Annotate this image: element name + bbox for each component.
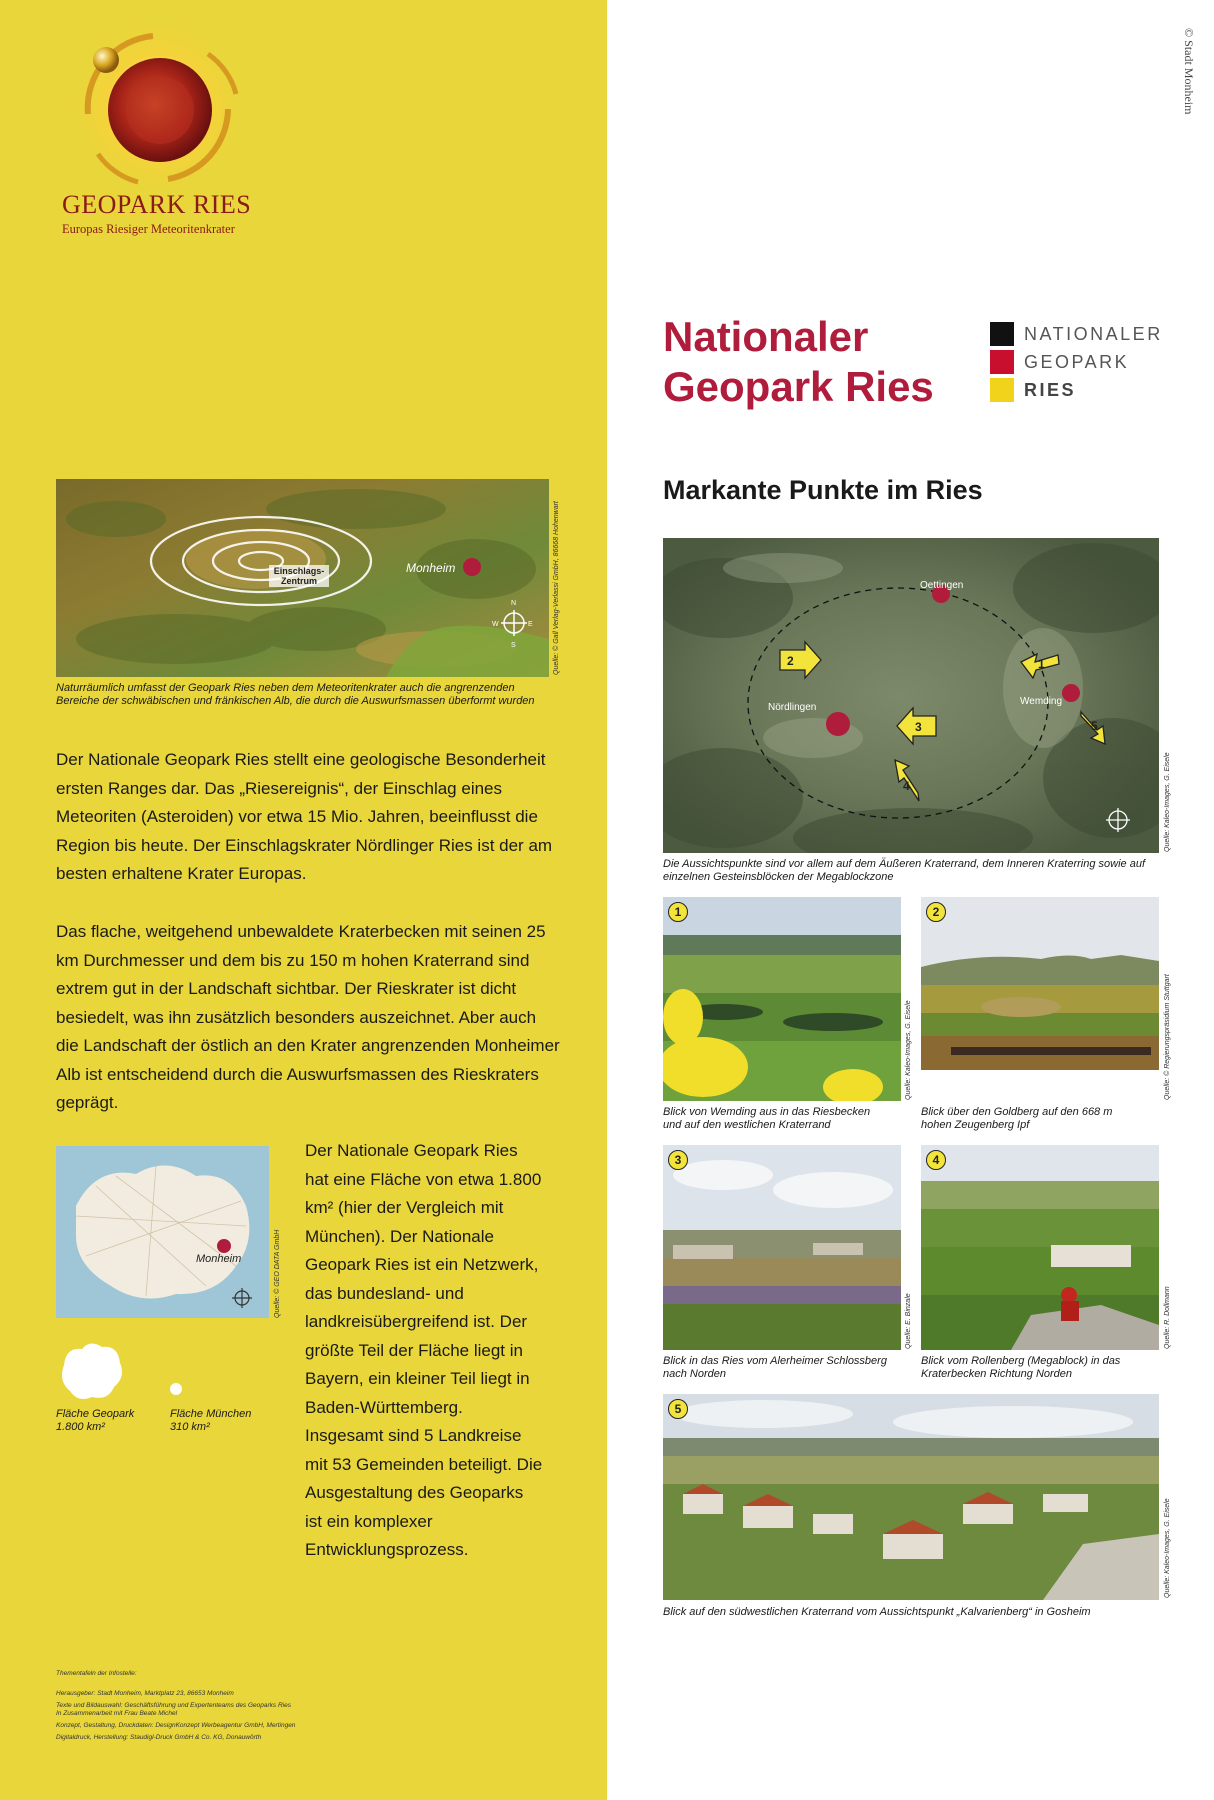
photo-3-number: 3 xyxy=(668,1150,688,1170)
np-logo-line-3: RIES xyxy=(1024,379,1077,400)
imprint-line xyxy=(56,1678,386,1686)
logo-red-square xyxy=(990,350,1014,374)
photo-2 xyxy=(921,897,1159,1070)
svg-text:N: N xyxy=(511,600,517,607)
photo-3-credit: Quelle: E. Binzale xyxy=(905,1293,912,1349)
map1-label-town: Monheim xyxy=(406,561,456,575)
photo-5-credit: Quelle: Kaleo-Images, G. Eisele xyxy=(1164,1498,1171,1598)
geopark-area-shape xyxy=(56,1335,126,1405)
np-logo-line-1: NATIONALER xyxy=(1024,323,1163,344)
area-munich-label: Fläche München xyxy=(170,1408,252,1420)
svg-text:5: 5 xyxy=(1091,719,1098,733)
photo-4-number: 4 xyxy=(926,1150,946,1170)
map1-credit: Quelle: © Gall Verlag-Verlassi GmbH, 86668 Hohenwart xyxy=(553,501,560,675)
intro-paragraph-1: Der Nationale Geopark Ries stellt eine geologische Besonderheit ersten Ranges dar. Das „Riesereignis“, der Einschlag eines Meteoriten (Asteroiden) vor etwa 15 Mio. Jahren, beeinflusst die Region bis heute. Der Einschlagskrater Nördlinger Ries ist der am besten erhaltene Krater Europas. xyxy=(56,750,553,883)
photo-1 xyxy=(663,897,901,1101)
photo-4 xyxy=(921,1145,1159,1350)
imprint-line: Digitaldruck, Herstellung: Staudigl-Druck GmbH & Co. KG, Donauwörth xyxy=(56,1734,262,1741)
imprint-line: Konzept, Gestaltung, Druckdaten: DesignKonzept Werbeagentur GmbH, Mertingen xyxy=(56,1722,296,1729)
area-munich-value: 310 km² xyxy=(170,1421,210,1433)
svg-text:1: 1 xyxy=(1038,657,1045,671)
imprint-line: Thementafeln der Infostelle: xyxy=(56,1670,137,1677)
imprint-line: Texte und Bildauswahl: Geschäftsführung und Expertenteams des Geoparks Ries xyxy=(56,1702,291,1709)
imprint xyxy=(56,1670,386,1742)
map1-caption: Naturräumlich umfasst der Geopark Ries neben dem Meteoritenkrater auch die angrenzenden Bereiche der schwäbischen und fränkischen Alb, die durch die Auswurfsmassen überformt wurden xyxy=(56,682,535,707)
photo-4-caption: Blick vom Rollenberg (Megablock) in das Kraterbecken Richtung Norden xyxy=(921,1355,1121,1380)
area-paragraph: Der Nationale Geopark Ries hat eine Fläche von etwa 1.800 km² (hier der Vergleich mit München). Der Nationale Geopark Ries ist ein Netzwerk, das bundesland- und landkreisübergreifend ist. Der größte Teil der Fläche liegt in Bayern, ein kleiner Teil liegt in Baden-Württemberg. Insgesamt sind 5 Landkreise mit 53 Gemeinden beteiligt. Die Ausgestaltung des Geoparks ist ein komplexer Entwicklungsprozess. xyxy=(305,1141,543,1559)
svg-text:W: W xyxy=(492,621,499,628)
svg-text:2: 2 xyxy=(787,654,794,668)
photo-1-number: 1 xyxy=(668,902,688,922)
photo-5-number: 5 xyxy=(668,1399,688,1419)
logo-subtitle: Europas Riesiger Meteoritenkrater xyxy=(62,222,235,236)
map2-credit: Quelle: © GEO DATA GmbH xyxy=(274,1229,281,1318)
relief-label-oettingen: Oettingen xyxy=(920,580,964,591)
relief-credit: Quelle: Kaleo-Images, G. Eisele xyxy=(1164,752,1171,852)
section-title: Markante Punkte im Ries xyxy=(663,475,983,505)
photo-3 xyxy=(663,1145,901,1350)
area-munich-caption xyxy=(170,1408,270,1434)
photo-5 xyxy=(663,1394,1159,1600)
logo-black-square xyxy=(990,322,1014,346)
photo-1-credit: Quelle: Kaleo-Images, G. Eisele xyxy=(905,1000,912,1100)
crater-relief-map xyxy=(663,538,1159,853)
intro-paragraph-2: Das flache, weitgehend unbewaldete Kraterbecken mit seinen 25 km Durchmesser und dem bis zu 150 m hohen Kraterrand sind extrem gut in der Landschaft sichtbar. Der Rieskrater ist dicht besiedelt, was ihn zusätzlich besonders auszeichnet. Aber auch die Landschaft der östlich an den Krater angrenzenden Monheimer Alb ist entscheidend durch die Auswurfsmassen des Rieskraters geprägt. xyxy=(56,922,560,1112)
photo-2-credit: Quelle: © Regierungspräsidium Stuttgart xyxy=(1164,974,1171,1100)
title-line-2: Geopark Ries xyxy=(663,363,934,410)
relief-label-noerdlingen: Nördlingen xyxy=(768,702,817,713)
svg-text:3: 3 xyxy=(915,720,922,734)
geopark-area-map xyxy=(56,1146,269,1318)
photo-4-credit: Quelle: R. Dollmann xyxy=(1164,1286,1171,1349)
imprint-line: Herausgeber: Stadt Monheim, Marktplatz 23, 86653 Monheim xyxy=(56,1690,234,1697)
relief-caption: Die Aussichtspunkte sind vor allem auf dem Äußeren Kraterrand, dem Inneren Kraterring sowie auf einzelnen Gesteinsblöcken der Megablockzone xyxy=(663,858,1145,883)
svg-text:S: S xyxy=(511,642,516,649)
relief-label-wemding: Wemding xyxy=(1020,696,1063,707)
photo-3-caption: Blick in das Ries vom Alerheimer Schlossberg nach Norden xyxy=(663,1355,887,1380)
photo-1-caption: Blick von Wemding aus in das Riesbecken und auf den westlichen Kraterrand xyxy=(663,1106,871,1131)
svg-text:4: 4 xyxy=(903,779,910,793)
logo-yellow-square xyxy=(990,378,1014,402)
map1-label-center: Einschlags-Zentrum xyxy=(269,565,329,587)
nationaler-geopark-logo xyxy=(990,322,1180,402)
copyright: © Stadt Monheim xyxy=(1182,28,1196,115)
map2-label-town: Monheim xyxy=(196,1253,242,1265)
area-geopark-value: 1.800 km² xyxy=(56,1421,105,1433)
page-title xyxy=(663,312,934,412)
area-geopark-caption xyxy=(56,1408,156,1434)
np-logo-line-2: GEOPARK xyxy=(1024,351,1130,372)
photo-2-caption: Blick über den Goldberg auf den 668 m hohen Zeugenberg Ipf xyxy=(921,1106,1113,1131)
logo-title: GEOPARK RIES xyxy=(62,190,252,219)
title-line-1: Nationaler xyxy=(663,313,869,360)
svg-text:E: E xyxy=(528,621,533,628)
area-geopark-label: Fläche Geopark xyxy=(56,1408,135,1420)
munich-area-shape xyxy=(169,1382,183,1396)
photo-2-number: 2 xyxy=(926,902,946,922)
photo-5-caption: Blick auf den südwestlichen Kraterrand vom Aussichtspunkt „Kalvarienberg“ in Gosheim xyxy=(663,1606,1091,1618)
imprint-line: In Zusammenarbeit mit Frau Beate Michel xyxy=(56,1710,178,1717)
geopark-overview-map xyxy=(56,479,549,677)
